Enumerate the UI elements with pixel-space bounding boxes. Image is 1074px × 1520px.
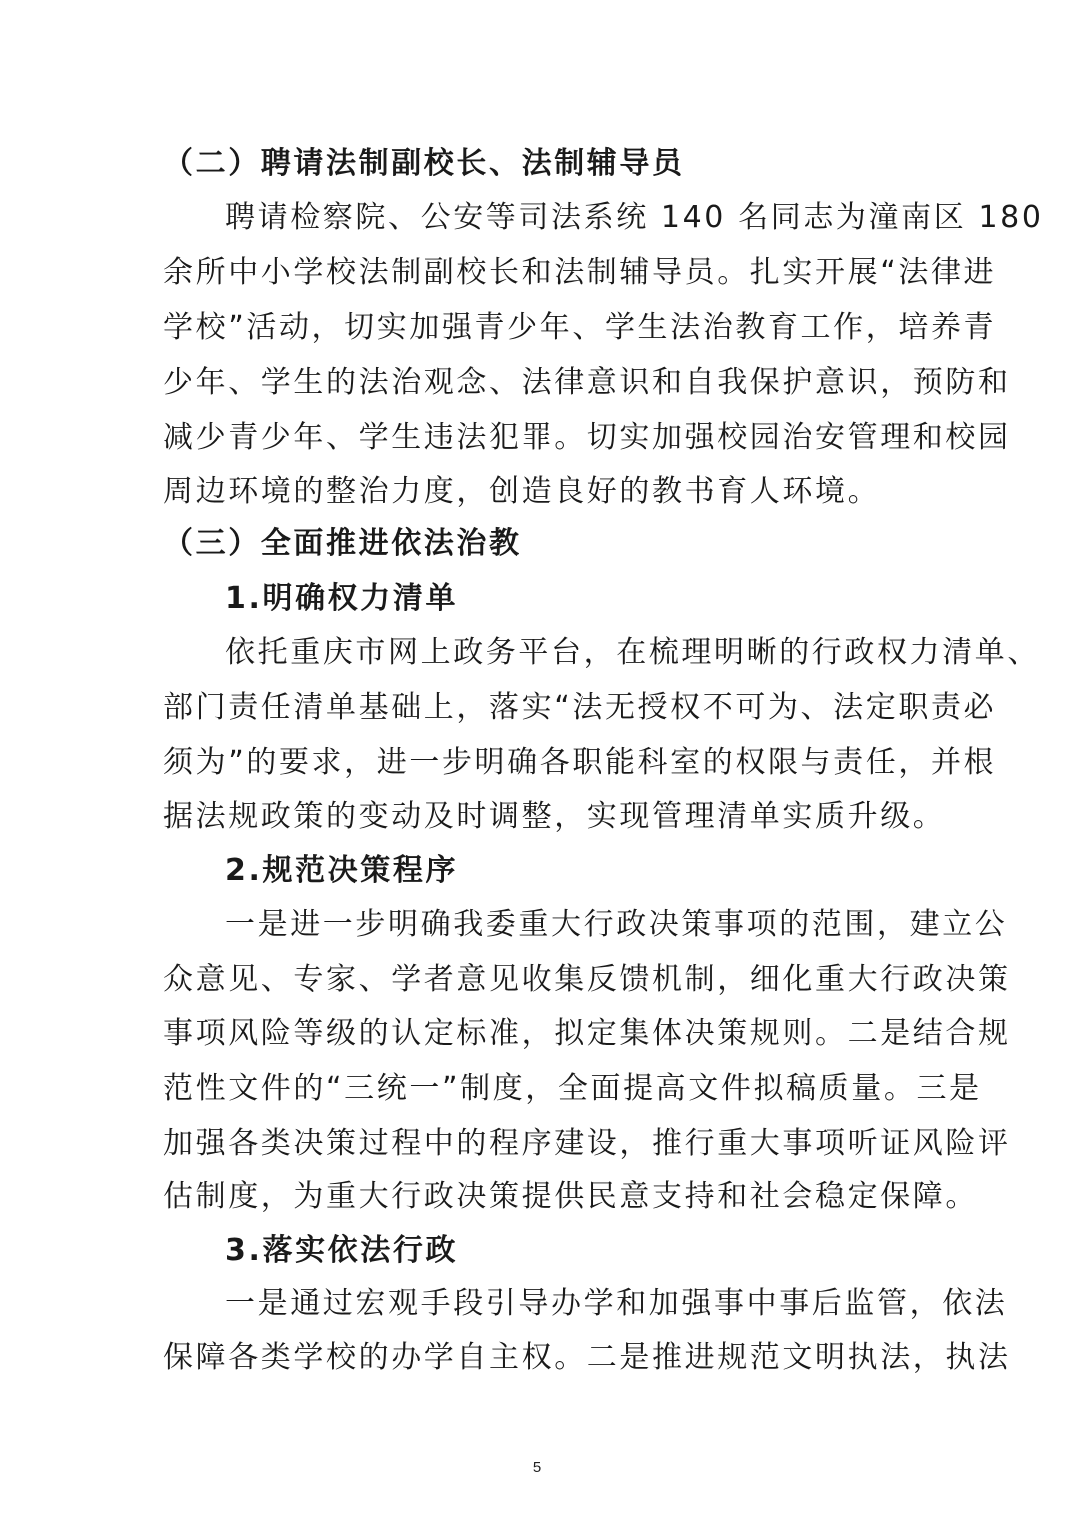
paragraph-line: 一是进一步明确我委重大行政决策事项的范围，建立公 bbox=[225, 907, 1008, 942]
paragraph-line: 事项风险等级的认定标准，拟定集体决策规则。二是结合规 bbox=[163, 1016, 1011, 1051]
paragraph-line: 周边环境的整治力度，创造良好的教书育人环境。 bbox=[163, 474, 881, 509]
page-number: 5 bbox=[532, 1459, 542, 1476]
section-heading-2: （二）聘请法制副校长、法制辅导员 bbox=[163, 146, 685, 181]
paragraph-line: 须为”的要求，进一步明确各职能科室的权限与责任，并根 bbox=[163, 745, 997, 780]
subsection-heading-2: 2.规范决策程序 bbox=[225, 853, 459, 888]
paragraph-line: 聘请检察院、公安等司法系统 140 名同志为潼南区 180 bbox=[225, 200, 1044, 235]
paragraph-line: 范性文件的“三统一”制度，全面提高文件拟稿质量。三是 bbox=[163, 1071, 982, 1106]
paragraph-line: 减少青少年、学生违法犯罪。切实加强校园治安管理和校园 bbox=[163, 420, 1011, 455]
paragraph-line: 保障各类学校的办学自主权。二是推进规范文明执法，执法 bbox=[163, 1340, 1011, 1375]
paragraph-line: 据法规政策的变动及时调整，实现管理清单实质升级。 bbox=[163, 799, 946, 834]
paragraph-line: 众意见、专家、学者意见收集反馈机制，细化重大行政决策 bbox=[163, 962, 1011, 997]
paragraph-line: 少年、学生的法治观念、法律意识和自我保护意识，预防和 bbox=[163, 365, 1011, 400]
paragraph-line: 加强各类决策过程中的程序建设，推行重大事项听证风险评 bbox=[163, 1126, 1011, 1161]
subsection-heading-1: 1.明确权力清单 bbox=[225, 581, 459, 616]
subsection-heading-3: 3.落实依法行政 bbox=[225, 1233, 459, 1268]
paragraph-line: 依托重庆市网上政务平台，在梳理明晰的行政权力清单、 bbox=[225, 635, 1040, 670]
paragraph-line: 部门责任清单基础上，落实“法无授权不可为、法定职责必 bbox=[163, 690, 997, 725]
paragraph-line: 一是通过宏观手段引导办学和加强事中事后监管，依法 bbox=[225, 1286, 1008, 1321]
paragraph-line: 估制度，为重大行政决策提供民意支持和社会稳定保障。 bbox=[163, 1179, 978, 1214]
paragraph-line: 余所中小学校法制副校长和法制辅导员。扎实开展“法律进 bbox=[163, 255, 997, 290]
paragraph-line: 学校”活动，切实加强青少年、学生法治教育工作，培养青 bbox=[163, 310, 997, 345]
section-heading-3: （三）全面推进依法治教 bbox=[163, 526, 522, 561]
